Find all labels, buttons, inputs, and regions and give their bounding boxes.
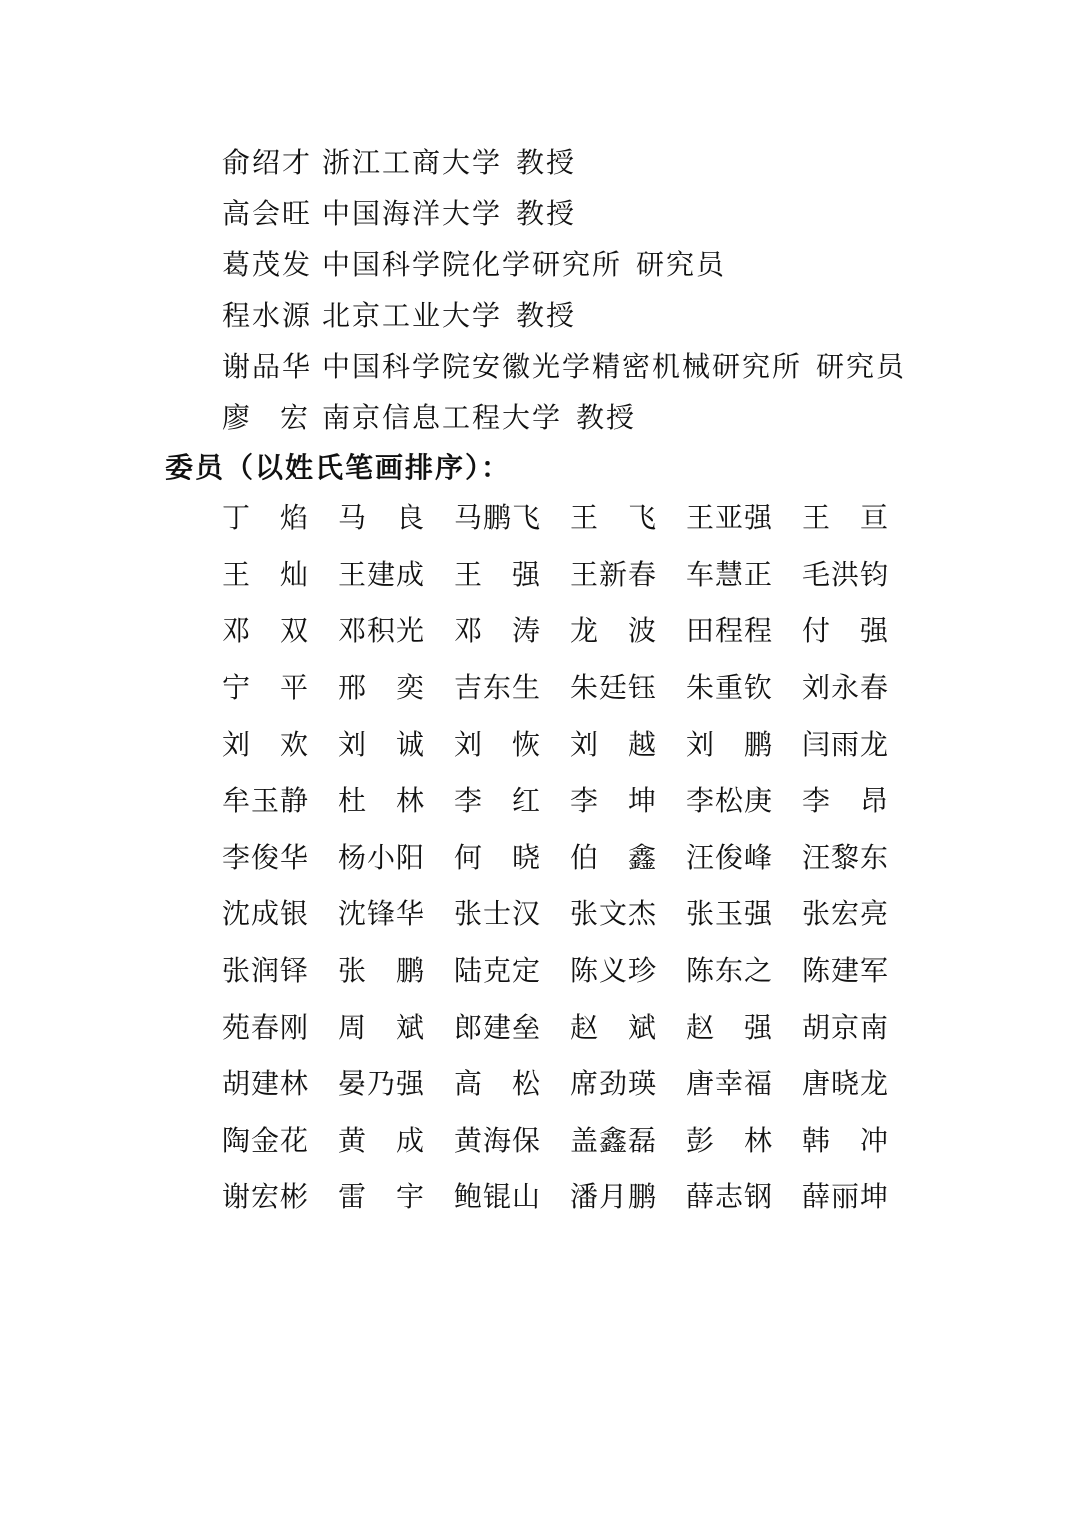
member-name: 龙 波	[570, 614, 656, 648]
member-name: 牟 玉 静	[222, 784, 308, 818]
member-name: 邓 涛	[454, 614, 540, 648]
member-name: 唐 幸 福	[686, 1067, 772, 1101]
leader-institution: 中国科学院化学研究所	[322, 248, 623, 281]
member-name: 邓 积 光	[338, 614, 424, 648]
member-name: 汪 俊 峰	[686, 840, 772, 874]
member-name: 张 宏 亮	[802, 897, 888, 931]
leader-row	[222, 239, 982, 290]
member-name: 陈 义 珍	[570, 954, 656, 988]
members-grid	[222, 490, 902, 1226]
member-name: 谢 宏 彬	[222, 1180, 308, 1214]
leader-row	[222, 341, 982, 392]
member-name: 闫 雨 龙	[802, 727, 888, 761]
member-name: 雷 宇	[338, 1180, 424, 1214]
member-name: 薛 志 钢	[686, 1180, 772, 1214]
member-name: 王 飞	[570, 501, 656, 535]
member-name: 朱 重 钦	[686, 671, 772, 705]
leader-name: 廖宏	[222, 401, 339, 434]
member-name: 张 鹏	[338, 954, 424, 988]
leader-institution: 浙江工商大学	[322, 146, 503, 179]
member-name: 刘 恢	[454, 727, 540, 761]
leader-row	[222, 290, 982, 341]
member-name: 李 俊 华	[222, 840, 308, 874]
member-name: 刘 鹏	[686, 727, 772, 761]
member-name: 张 士 汉	[454, 897, 540, 931]
leader-row	[222, 137, 982, 188]
member-name: 刘 越	[570, 727, 656, 761]
leader-name: 高会旺	[222, 197, 313, 230]
member-name: 李 红	[454, 784, 540, 818]
member-name: 田 程 程	[686, 614, 772, 648]
leader-institution: 南京信息工程大学	[322, 401, 563, 434]
member-name: 高 松	[454, 1067, 540, 1101]
member-name: 盖 鑫 磊	[570, 1123, 656, 1157]
member-name: 伯 鑫	[570, 840, 656, 874]
member-name: 胡 建 林	[222, 1067, 308, 1101]
members-heading: 委员（以姓氏笔画排序）：	[165, 451, 512, 484]
member-name: 张 玉 强	[686, 897, 772, 931]
member-name: 黄 海 保	[454, 1123, 540, 1157]
member-name: 陈 东 之	[686, 954, 772, 988]
member-name: 薛 丽 坤	[802, 1180, 888, 1214]
member-name: 张 润 铎	[222, 954, 308, 988]
member-name: 何 晓	[454, 840, 540, 874]
leader-name: 俞绍才	[222, 146, 313, 179]
member-name: 王 亘	[802, 501, 888, 535]
leader-title: 教授	[516, 146, 577, 179]
member-name: 陈 建 军	[802, 954, 888, 988]
member-name: 胡 京 南	[802, 1010, 888, 1044]
member-name: 周 斌	[338, 1010, 424, 1044]
leader-list	[222, 137, 982, 443]
member-name: 王 亚 强	[686, 501, 772, 535]
member-name: 彭 林	[686, 1123, 772, 1157]
member-name: 沈 成 银	[222, 897, 308, 931]
member-name: 李 松 庚	[686, 784, 772, 818]
member-name: 杨 小 阳	[338, 840, 424, 874]
member-name: 邢 奕	[338, 671, 424, 705]
member-name: 丁 焰	[222, 501, 308, 535]
member-name: 马 鹏 飞	[454, 501, 540, 535]
member-name: 黄 成	[338, 1123, 424, 1157]
member-name: 毛 洪 钧	[802, 557, 888, 591]
member-name: 马 良	[338, 501, 424, 535]
member-name: 邓 双	[222, 614, 308, 648]
member-name: 沈 锋 华	[338, 897, 424, 931]
member-name: 李 昂	[802, 784, 888, 818]
member-name: 潘 月 鹏	[570, 1180, 656, 1214]
leader-title: 教授	[576, 401, 637, 434]
member-name: 杜 林	[338, 784, 424, 818]
member-name: 王 新 春	[570, 557, 656, 591]
leader-title: 研究员	[816, 350, 907, 383]
member-name: 张 文 杰	[570, 897, 656, 931]
member-name: 车 慧 正	[686, 557, 772, 591]
member-name: 陆 克 定	[454, 954, 540, 988]
member-name: 韩 冲	[802, 1123, 888, 1157]
leader-name: 葛茂发	[222, 248, 313, 281]
member-name: 郎 建 垒	[454, 1010, 540, 1044]
member-name: 赵 斌	[570, 1010, 656, 1044]
member-name: 王 灿	[222, 557, 308, 591]
member-name: 鲍 锟 山	[454, 1180, 540, 1214]
leader-name: 谢品华	[222, 350, 313, 383]
leader-row	[222, 392, 982, 443]
member-name: 苑 春 刚	[222, 1010, 308, 1044]
member-name: 刘 永 春	[802, 671, 888, 705]
leader-title: 教授	[516, 299, 577, 332]
member-name: 唐 晓 龙	[802, 1067, 888, 1101]
leader-row	[222, 188, 982, 239]
leader-institution: 中国海洋大学	[322, 197, 503, 230]
member-name: 陶 金 花	[222, 1123, 308, 1157]
member-name: 李 坤	[570, 784, 656, 818]
member-name: 王 建 成	[338, 557, 424, 591]
member-name: 赵 强	[686, 1010, 772, 1044]
member-name: 刘 欢	[222, 727, 308, 761]
member-name: 朱 廷 钰	[570, 671, 656, 705]
member-name: 王 强	[454, 557, 540, 591]
leader-institution: 中国科学院安徽光学精密机械研究所	[322, 350, 803, 383]
member-name: 刘 诚	[338, 727, 424, 761]
member-name: 吉 东 生	[454, 671, 540, 705]
member-name: 付 强	[802, 614, 888, 648]
leader-title: 教授	[516, 197, 577, 230]
leader-name: 程水源	[222, 299, 313, 332]
leader-title: 研究员	[636, 248, 727, 281]
member-name: 汪 黎 东	[802, 840, 888, 874]
member-name: 席 劲 瑛	[570, 1067, 656, 1101]
member-name: 宁 平	[222, 671, 308, 705]
leader-institution: 北京工业大学	[322, 299, 503, 332]
member-name: 晏 乃 强	[338, 1067, 424, 1101]
